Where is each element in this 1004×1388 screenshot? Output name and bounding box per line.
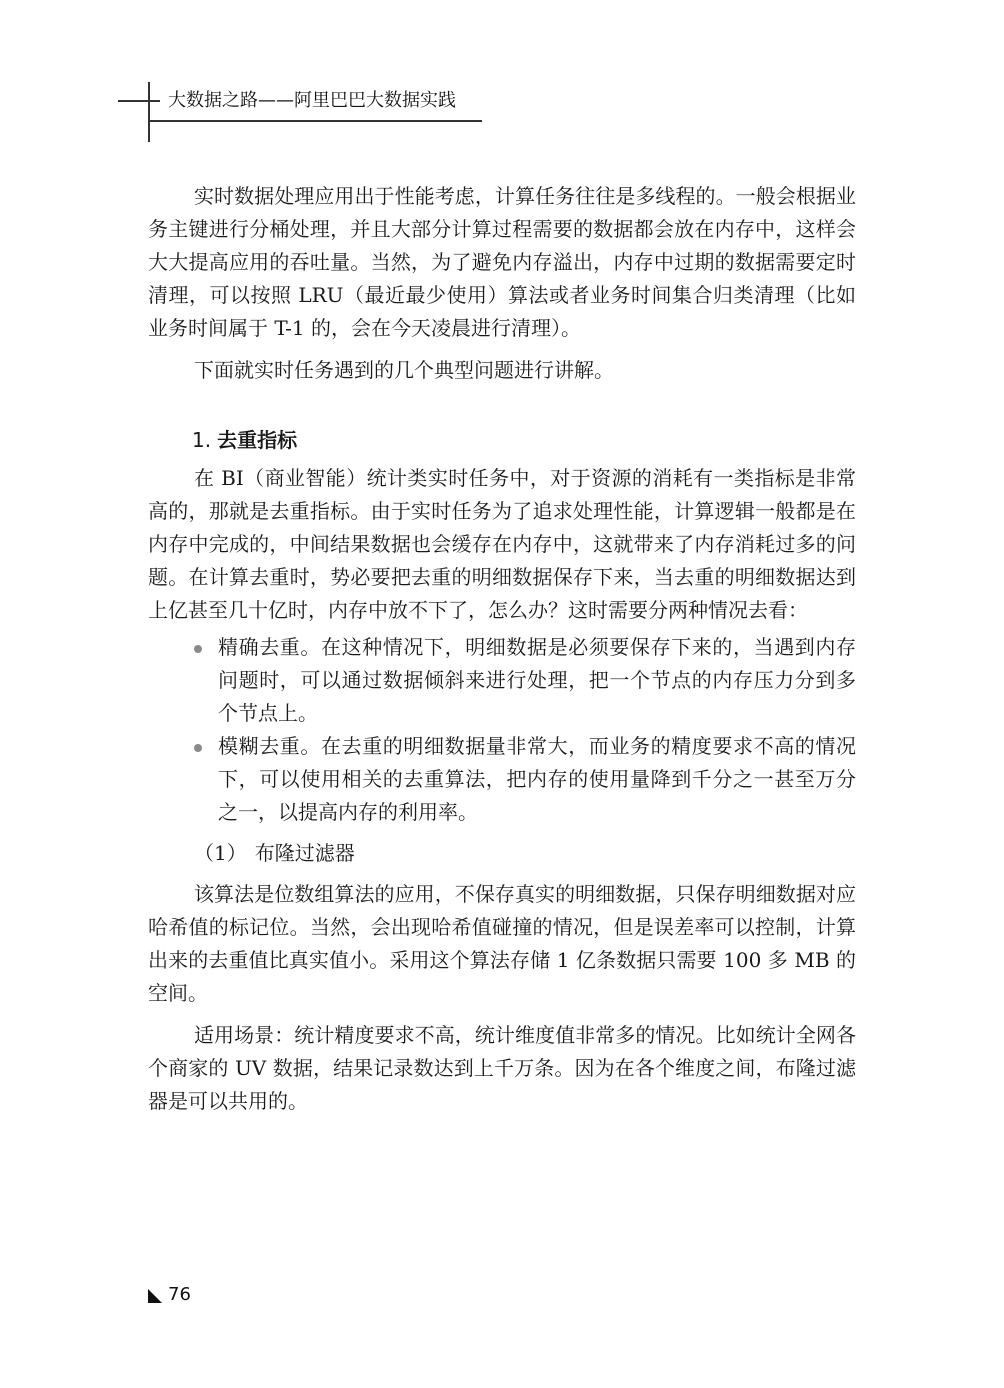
page-number: 76 — [168, 1284, 191, 1305]
header-rule-left — [118, 100, 160, 102]
paragraph: 在 BI（商业智能）统计类实时任务中，对于资源的消耗有一类指标是非常高的，那就是去重指标。由于实时任务为了追求处理性能，计算逻辑一般都是在内存中完成的，中间结果数据也会缓存在内存中，这就带来了内存消耗过多的问题。在计算去重时，势必要把去重的明细数据保存下来，当去重的明细数据达到上亿甚至几十亿时，内存中放不下了，怎么办？这时需要分两种情况去看： — [148, 466, 856, 622]
paragraph: 适用场景：统计精度要求不高，统计维度值非常多的情况。比如统计全网各个商家的 UV 数据，结果记录数达到上千万条。因为在各个维度之间，布隆过滤器是可以共用的。 — [148, 1023, 856, 1113]
subsection-number: （1） — [194, 841, 247, 865]
list-item-text: 精确去重。在这种情况下，明细数据是必须要保存下来的，当遇到内存问题时，可以通过数据倾斜来进行处理，把一个节点的内存压力分到多个节点上。 — [218, 635, 856, 725]
running-header: 大数据之路——阿里巴巴大数据实践 — [168, 90, 456, 111]
page-body — [148, 180, 856, 1118]
list-item — [148, 730, 856, 829]
list-item-text: 模糊去重。在去重的明细数据量非常大，而业务的精度要求不高的情况下，可以使用相关的去重算法，把内存的使用量降到千分之一甚至万分之一，以提高内存的利用率。 — [218, 734, 856, 824]
header-vertical-rule — [148, 82, 150, 142]
paragraph: 实时数据处理应用出于性能考虑，计算任务往往是多线程的。一般会根据业务主键进行分桶处理，并且大部分计算过程需要的数据都会放在内存中，这样会大大提高应用的吞吐量。当然，为了避免内存溢出，内存中过期的数据需要定时清理，可以按照 LRU（最近最少使用）算法或者业务时间集合归类清理（比如业务时间属于 T-1 的，会在今天凌晨进行清理）。 — [148, 184, 856, 340]
header-rule-underline — [148, 120, 482, 122]
bullet-icon — [194, 645, 202, 653]
page-footer — [148, 1284, 191, 1305]
list-item — [148, 631, 856, 730]
paragraph: 该算法是位数组算法的应用，不保存真实的明细数据，只保存明细数据对应哈希值的标记位。当然，会出现哈希值碰撞的情况，但是误差率可以控制，计算出来的去重值比真实值小。采用这个算法存储 1 亿条数据只需要 100 多 MB 的空间。 — [148, 882, 856, 1005]
triangle-marker-icon — [148, 1289, 162, 1303]
bullet-list — [148, 631, 856, 829]
section-number: 1. — [192, 428, 212, 452]
section-title: 去重指标 — [217, 428, 298, 452]
section-heading — [192, 425, 856, 455]
subsection-title: 布隆过滤器 — [254, 841, 355, 865]
subsection-heading — [194, 837, 856, 870]
paragraph: 下面就实时任务遇到的几个典型问题进行讲解。 — [194, 358, 614, 382]
bullet-icon — [194, 744, 202, 752]
